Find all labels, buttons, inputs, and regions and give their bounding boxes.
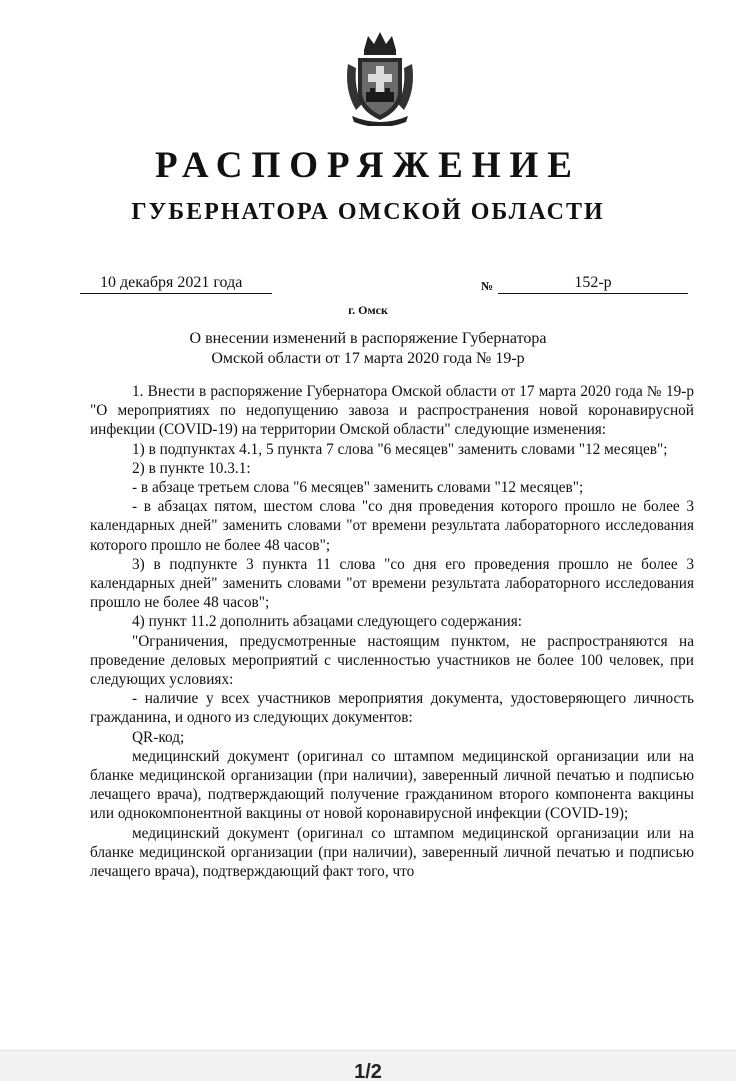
body-paragraph: - наличие у всех участников мероприятия документа, удостоверяющего личность гражданина, и одного из следующих документов: [90, 690, 694, 727]
subject-line: О внесении изменений в распоряжение Губернатора [189, 330, 547, 347]
document-date: 10 декабря 2021 года [80, 273, 272, 294]
body-paragraph: - в абзацах пятом, шестом слова "со дня проведения которого прошло не более 3 календарных дней" заменить словами "от времени результата лабораторного исследования которого прошло не более 48 часов"; [90, 498, 694, 554]
document-subject [0, 329, 736, 369]
document-number: 152-р [498, 273, 688, 294]
number-label: № [481, 279, 494, 293]
body-paragraph: - в абзаце третьем слова "6 месяцев" заменить словами "12 месяцев"; [132, 479, 584, 497]
body-paragraph: QR-код; [132, 728, 185, 746]
document-subtitle: ГУБЕРНАТОРА ОМСКОЙ ОБЛАСТИ [131, 199, 605, 225]
body-paragraph: 4) пункт 11.2 дополнить абзацами следующего содержания: [132, 613, 523, 631]
body-paragraph: 1) в подпунктах 4.1, 5 пункта 7 слова "6 месяцев" заменить словами "12 месяцев"; [132, 440, 668, 458]
page-indicator: 1/2 [354, 1061, 382, 1083]
body-paragraph: "Ограничения, предусмотренные настоящим пунктом, не распространяются на проведение деловых мероприятий с численностью участников не более 100 человек, при следующих условиях: [90, 632, 694, 689]
body-paragraph: медицинский документ (оригинал со штампом медицинской организации или на бланке медицинской организации (при наличии), заверенный личной печатью и подписью лечащего врача), подтверждающий факт того, что [90, 824, 694, 881]
body-paragraph: 1. Внести в распоряжение Губернатора Омской области от 17 марта 2020 года № 19-р "О мероприятиях по недопущению завоза и распространения новой коронавирусной инфекции (COVID-19) на территории Омской области" следующие изменения: [90, 383, 694, 439]
document-title: РАСПОРЯЖЕНИЕ [154, 145, 581, 186]
body-paragraph: 2) в пункте 10.3.1: [132, 459, 251, 477]
omsk-coat-of-arms-icon [342, 30, 418, 126]
subject-line: Омской области от 17 марта 2020 года № 19-р [211, 350, 525, 367]
body-paragraph: 3) в подпункте 3 пункта 11 слова "со дня его проведения прошло не более 3 календарных дней" заменить словами "от времени результата лабораторного исследования прошло не более 48 часов"; [90, 555, 694, 612]
document-body [90, 382, 694, 881]
body-paragraph: медицинский документ (оригинал со штампом медицинской организации или на бланке медицинской организации (при наличии), заверенный личной печатью и подписью лечащего врача), подтверждающий получение гражданином второго компонента вакцины или однокомпонентной вакцины от новой коронавирусной инфекции (COVID-19); [90, 747, 694, 823]
document-city: г. Омск [348, 303, 388, 317]
